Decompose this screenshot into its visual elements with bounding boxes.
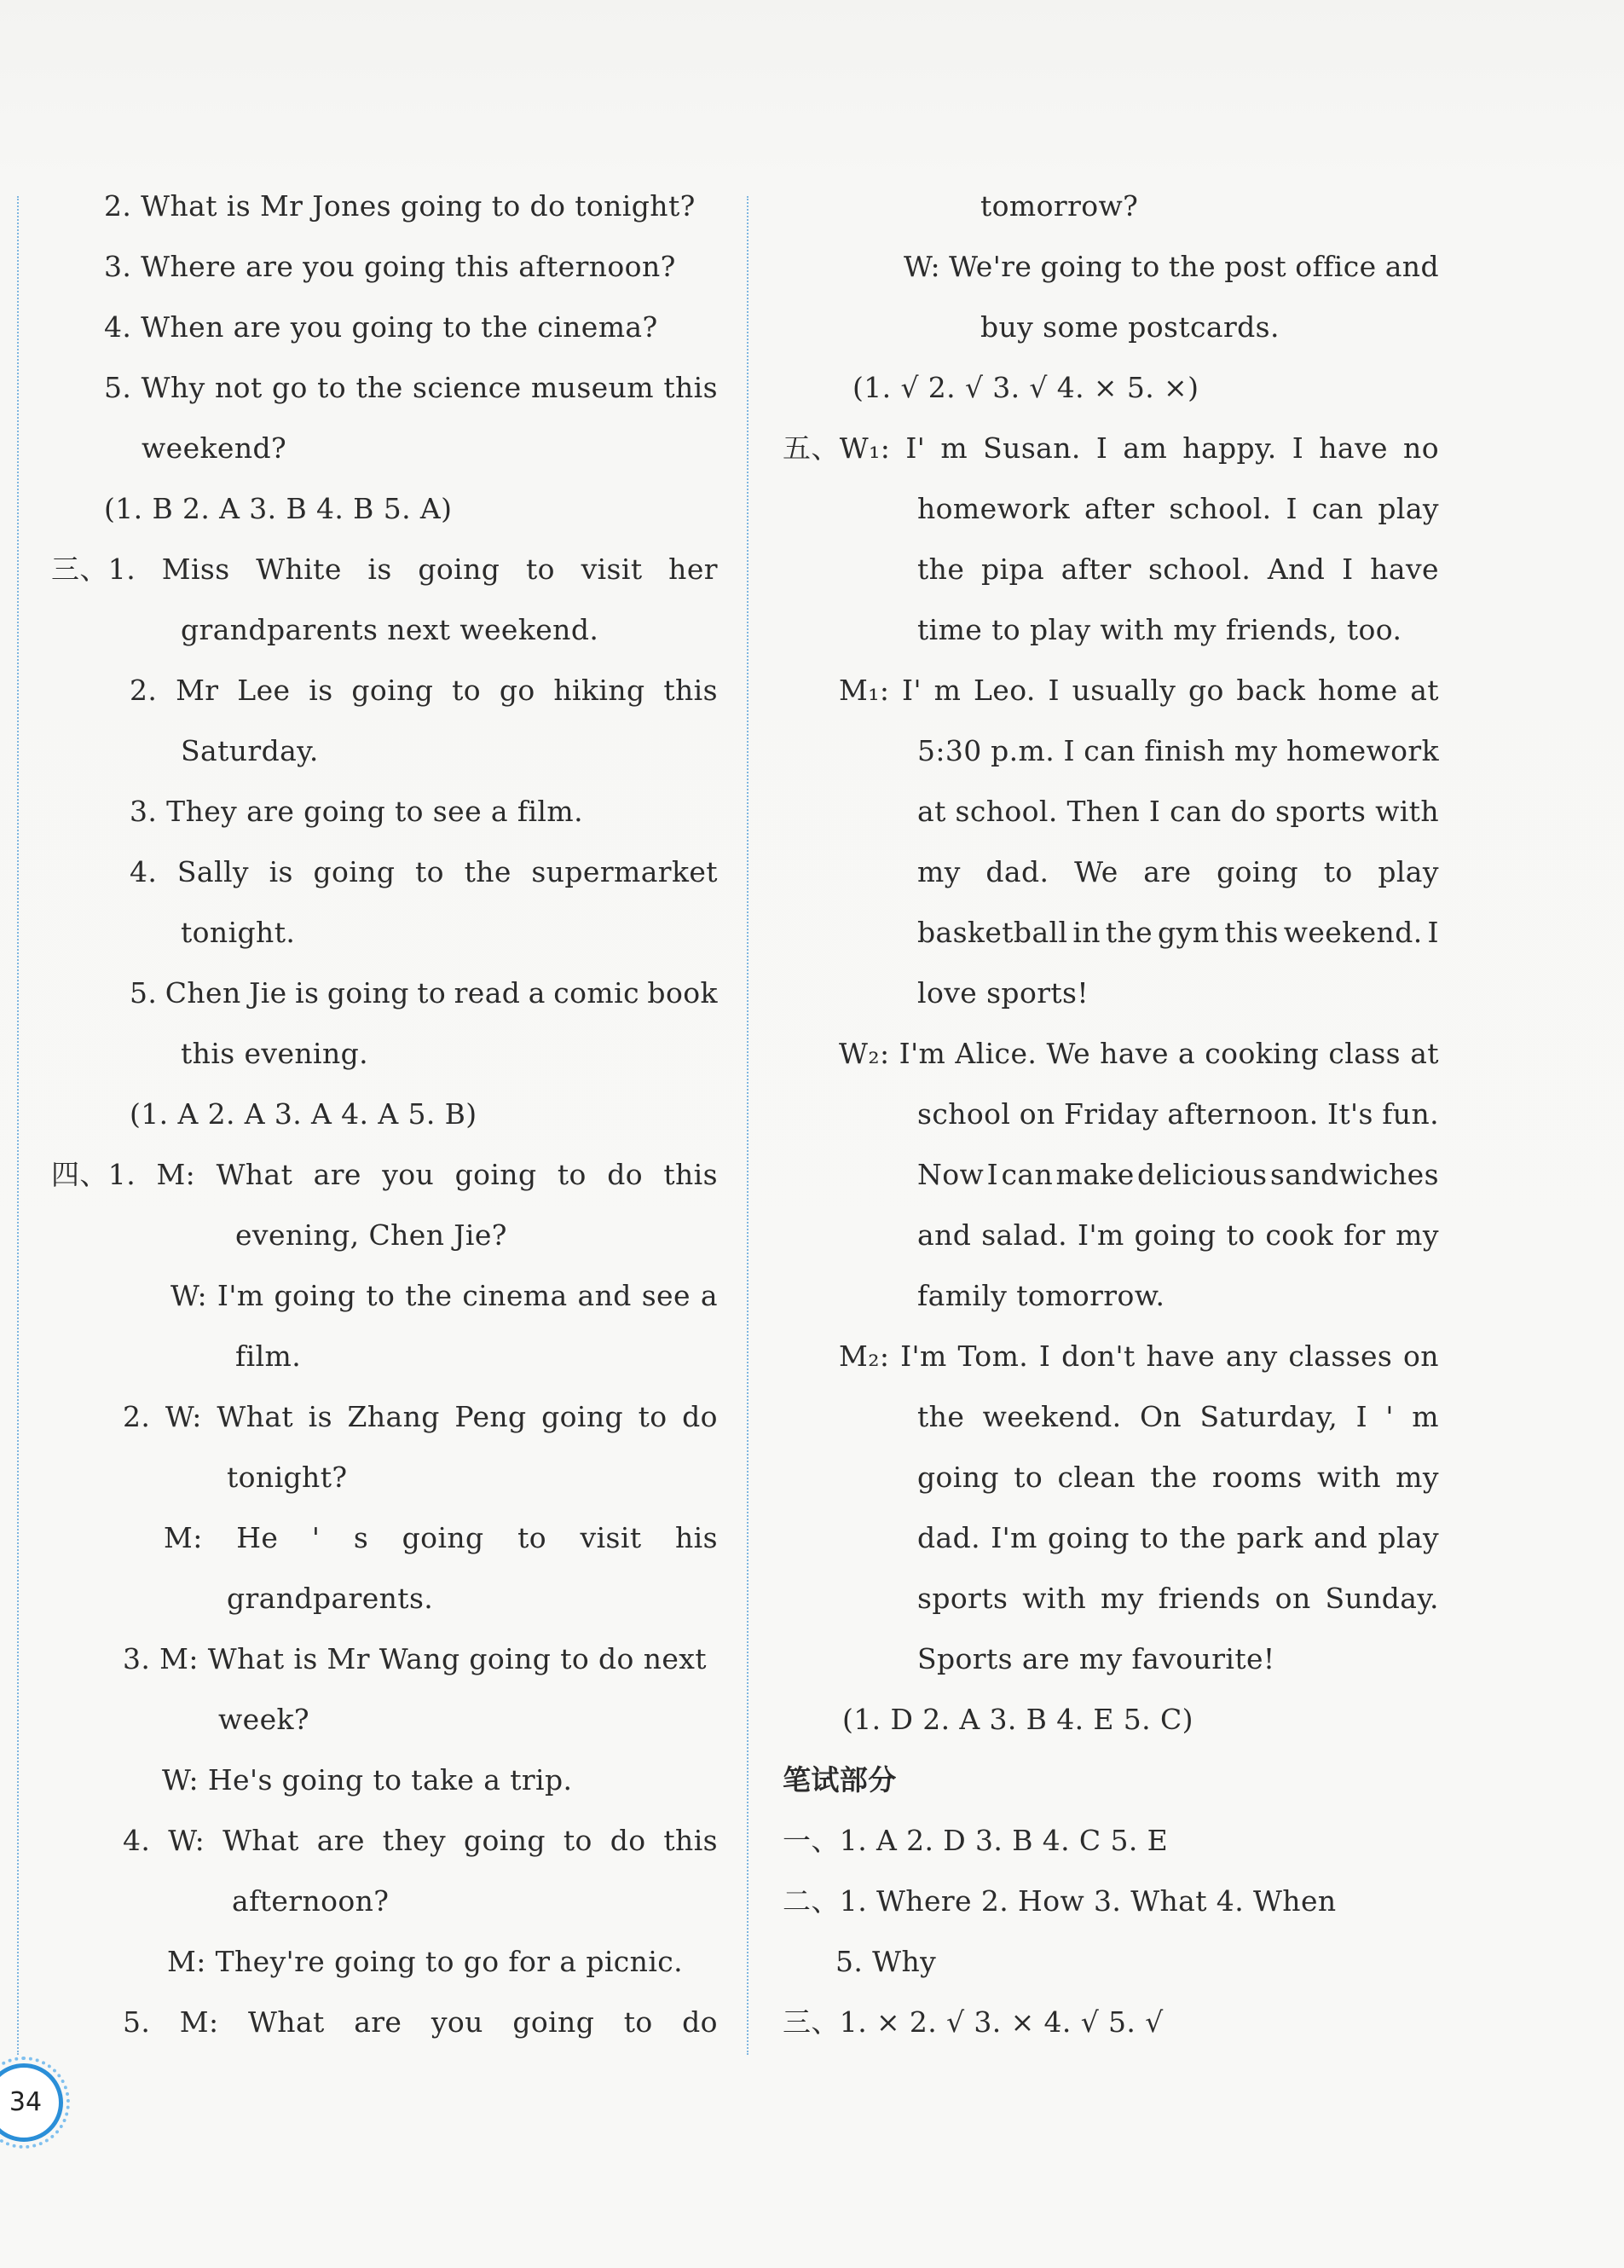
answer-line: 一、1. A 2. D 3. B 4. C 5. E bbox=[783, 1824, 1169, 1857]
section-4-item: 四、1. M: What are you going to do this bbox=[51, 1158, 718, 1191]
text-line: 4. When are you going to the cinema? bbox=[104, 310, 658, 344]
answer-line: 二、1. Where 2. How 3. What 4. When bbox=[783, 1884, 1337, 1918]
text-line: 2. W: What is Zhang Peng going to do bbox=[123, 1400, 718, 1433]
text-line: 3. They are going to see a film. bbox=[130, 795, 583, 828]
answer-line: 三、1. × 2. √ 3. × 4. √ 5. √ bbox=[783, 2005, 1164, 2039]
text-line: M: He ' s going to visit his bbox=[164, 1521, 718, 1554]
text-line: family tomorrow. bbox=[917, 1279, 1165, 1312]
text-line: Saturday. bbox=[181, 734, 319, 767]
text-line: at school. Then I can do sports with bbox=[917, 795, 1439, 828]
text-line: the pipa after school. And I have bbox=[917, 553, 1439, 586]
text-line: M₁: I' m Leo. I usually go back home at bbox=[839, 674, 1439, 707]
text-line: love sports! bbox=[917, 976, 1089, 1010]
text-line: sports with my friends on Sunday. bbox=[917, 1582, 1439, 1615]
answer-line: 5. Why bbox=[835, 1945, 937, 1978]
text-line: 3. M: What is Mr Wang going to do next bbox=[123, 1642, 707, 1675]
text-line: evening, Chen Jie? bbox=[235, 1218, 507, 1252]
text-line: going to clean the rooms with my bbox=[917, 1461, 1439, 1494]
text-line: 5. M: What are you going to do bbox=[123, 2005, 718, 2039]
page-number: 34 bbox=[9, 2087, 43, 2117]
text-line: Sports are my favourite! bbox=[917, 1642, 1275, 1675]
text-line: W₂: I'm Alice. We have a cooking class at bbox=[839, 1037, 1439, 1070]
text-line: 5. Chen Jie is going to read a comic book bbox=[130, 976, 718, 1010]
answer-line: (1. A 2. A 3. A 4. A 5. B) bbox=[130, 1097, 477, 1131]
text-line: buy some postcards. bbox=[980, 310, 1280, 344]
text-line: homework after school. I can play bbox=[917, 492, 1439, 525]
text-line: M₂: I'm Tom. I don't have any classes on bbox=[839, 1339, 1439, 1373]
text-line: film. bbox=[235, 1339, 302, 1373]
text-line: this evening. bbox=[181, 1037, 369, 1070]
text-line: 4. Sally is going to the supermarket bbox=[130, 855, 718, 888]
text-line: 5. Why not go to the science museum this bbox=[104, 371, 718, 404]
text-line: school on Friday afternoon. It's fun. bbox=[917, 1097, 1439, 1131]
text-line: 5:30 p.m. I can finish my homework bbox=[917, 734, 1439, 767]
text-line: weekend? bbox=[142, 431, 287, 465]
text-line: 2. What is Mr Jones going to do tonight? bbox=[104, 189, 696, 223]
left-margin-dotted-line bbox=[17, 196, 19, 2055]
answer-line: (1. √ 2. √ 3. √ 4. × 5. ×) bbox=[852, 371, 1199, 404]
text-line: 2. Mr Lee is going to go hiking this bbox=[130, 674, 718, 707]
text-line: Now I can make delicious sandwiches bbox=[917, 1158, 1439, 1191]
text-line: tonight. bbox=[181, 916, 296, 949]
written-section-heading: 笔试部分 bbox=[783, 1763, 897, 1796]
section-3-item: 三、1. Miss White is going to visit her bbox=[51, 553, 718, 586]
text-line: W: We're going to the post office and bbox=[904, 250, 1439, 283]
text-line: 4. W: What are they going to do this bbox=[123, 1824, 718, 1857]
text-line: W: I'm going to the cinema and see a bbox=[170, 1279, 718, 1312]
text-line: W: He's going to take a trip. bbox=[162, 1763, 573, 1796]
text-line: the weekend. On Saturday, I ' m bbox=[917, 1400, 1439, 1433]
text-line: and salad. I'm going to cook for my bbox=[917, 1218, 1439, 1252]
section-5-item: 五、W₁: I' m Susan. I am happy. I have no bbox=[783, 431, 1439, 465]
text-line: grandparents next weekend. bbox=[181, 613, 599, 646]
answer-line: (1. B 2. A 3. B 4. B 5. A) bbox=[104, 492, 453, 525]
text-line: dad. I'm going to the park and play bbox=[917, 1521, 1439, 1554]
text-line: week? bbox=[218, 1703, 309, 1736]
text-line: grandparents. bbox=[227, 1582, 434, 1615]
text-line: 3. Where are you going this afternoon? bbox=[104, 250, 676, 283]
text-line: basketball in the gym this weekend. I bbox=[917, 916, 1439, 949]
column-divider bbox=[747, 196, 748, 2055]
text-line: tonight? bbox=[227, 1461, 348, 1494]
text-line: M: They're going to go for a picnic. bbox=[167, 1945, 684, 1978]
answer-line: (1. D 2. A 3. B 4. E 5. C) bbox=[842, 1703, 1193, 1736]
text-line: my dad. We are going to play bbox=[917, 855, 1439, 888]
text-line: afternoon? bbox=[232, 1884, 390, 1918]
text-line: tomorrow? bbox=[980, 189, 1139, 223]
text-line: time to play with my friends, too. bbox=[917, 613, 1402, 646]
